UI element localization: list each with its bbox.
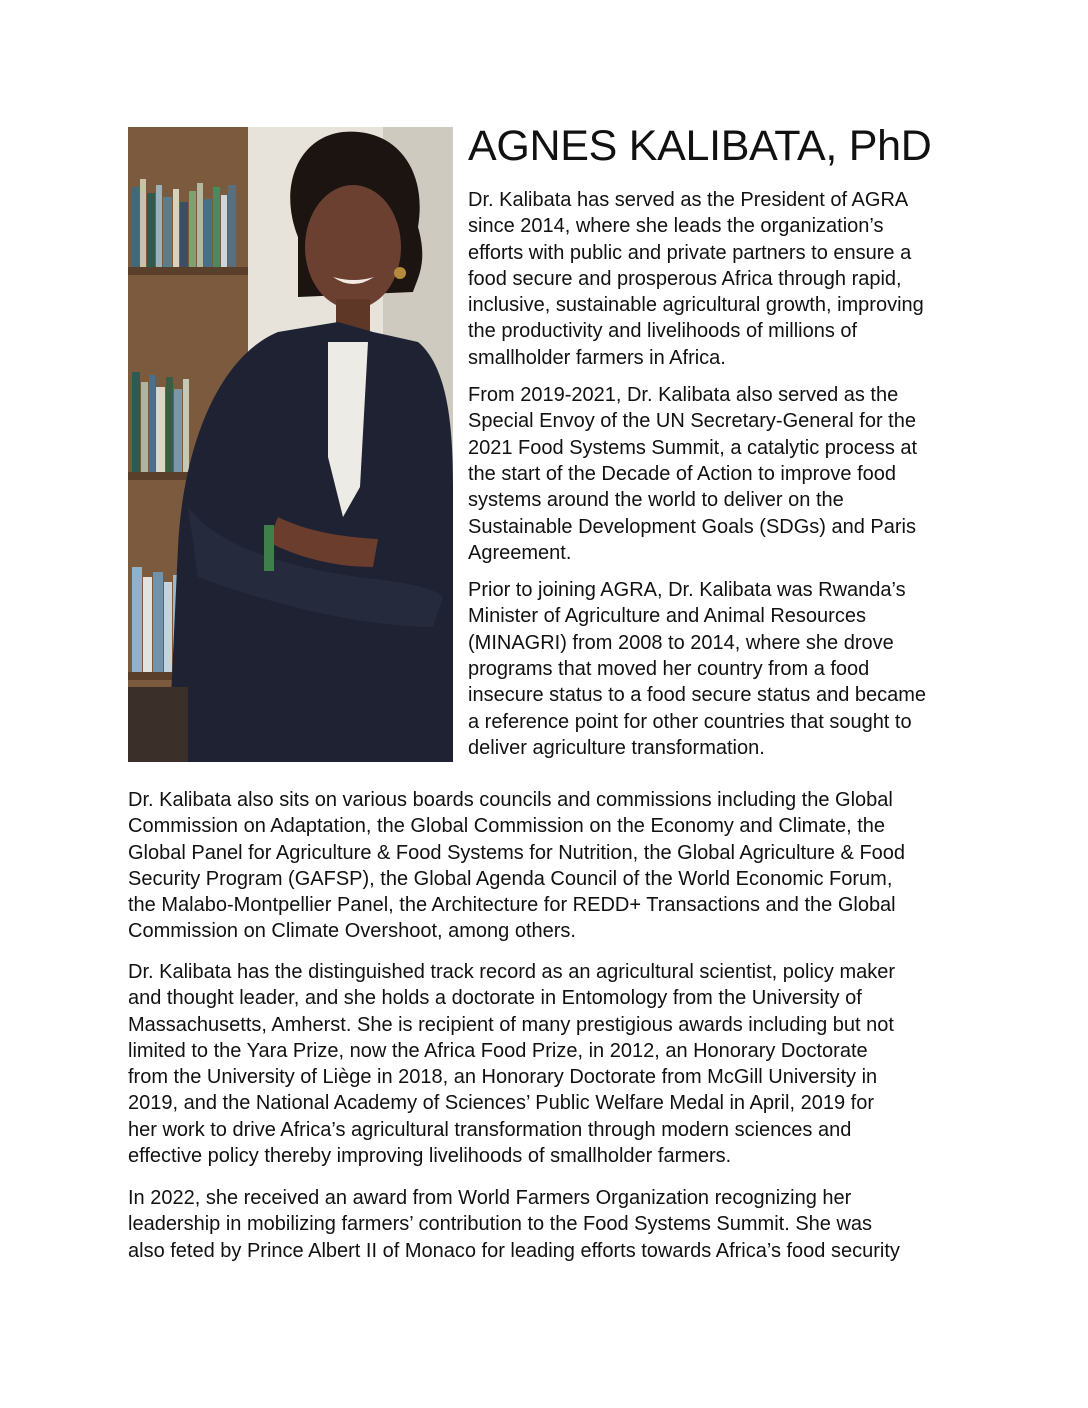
text-line: inclusive, sustainable agricultural growth, improving (468, 294, 924, 317)
text-line: the start of the Decade of Action to improve food (468, 462, 897, 485)
text-line: deliver agriculture transformation. (468, 736, 765, 759)
text-line: Dr. Kalibata has the distinguished track record as an agricultural scientist, policy maker (128, 961, 896, 983)
text-line: Special Envoy of the UN Secretary-General for the (468, 410, 916, 433)
text-line: Agreement. (468, 541, 572, 564)
text-line: also feted by Prince Albert II of Monaco for leading efforts towards Africa’s food security (128, 1239, 900, 1262)
text-line: from the University of Liège in 2018, an Honorary Doctorate from McGill University in (128, 1066, 878, 1089)
paragraph-track-record (128, 959, 973, 1169)
text-line: Dr. Kalibata has served as the President of AGRA (468, 189, 909, 211)
portrait-photo (128, 127, 453, 762)
text-line: Minister of Agriculture and Animal Resources (468, 605, 866, 628)
text-line: Commission on Adaptation, the Global Commission on the Economy and Climate, the (128, 815, 886, 838)
text-line: since 2014, where she leads the organization’s (468, 215, 884, 238)
paragraph-awards-2022 (128, 1185, 973, 1264)
text-line: From 2019-2021, Dr. Kalibata also served as the (468, 384, 899, 407)
text-line: food secure and prosperous Africa through rapid, (468, 267, 902, 290)
text-line: 2019, and the National Academy of Sciences’ Public Welfare Medal in April, 2019 for (128, 1092, 874, 1115)
text-line: her work to drive Africa’s agricultural transformation through modern sciences and (128, 1118, 852, 1141)
text-line: programs that moved her country from a food (468, 658, 870, 681)
paragraph-minister (468, 577, 968, 761)
text-line: systems around the world to deliver on the (468, 489, 844, 512)
paragraph-special-envoy (468, 382, 968, 566)
text-line: effective policy thereby improving livelihoods of smallholder farmers. (128, 1145, 732, 1168)
text-line: Security Program (GAFSP), the Global Agenda Council of the World Economic Forum, (128, 867, 893, 890)
text-line: the productivity and livelihoods of millions of (468, 320, 858, 343)
text-line: In 2022, she received an award from World Farmers Organization recognizing her (128, 1187, 852, 1209)
text-line: Massachusetts, Amherst. She is recipient of many prestigious awards including but not (128, 1013, 894, 1036)
paragraph-presidency (468, 187, 968, 371)
text-line: and thought leader, and she holds a doctorate in Entomology from the University of (128, 987, 862, 1010)
text-line: Dr. Kalibata also sits on various boards councils and commissions including the Global (128, 789, 893, 811)
text-line: Global Panel for Agriculture & Food Systems for Nutrition, the Global Agriculture & Food (128, 841, 906, 864)
text-line: Commission on Climate Overshoot, among others. (128, 920, 576, 943)
text-line: the Malabo-Montpellier Panel, the Architecture for REDD+ Transactions and the Global (128, 894, 896, 917)
text-line: a reference point for other countries that sought to (468, 710, 912, 733)
text-line: insecure status to a food secure status and became (468, 684, 927, 707)
text-line: Sustainable Development Goals (SDGs) and Paris (468, 515, 916, 538)
intro-text-column (468, 187, 968, 761)
text-line: leadership in mobilizing farmers’ contribution to the Food Systems Summit. She was (128, 1213, 873, 1236)
text-line: (MINAGRI) from 2008 to 2014, where she drove (468, 631, 894, 654)
paragraph-boards (128, 787, 973, 945)
text-line: 2021 Food Systems Summit, a catalytic process at (468, 436, 918, 459)
text-line: Prior to joining AGRA, Dr. Kalibata was Rwanda’s (468, 579, 906, 602)
text-line: smallholder farmers in Africa. (468, 346, 726, 369)
text-line: efforts with public and private partners to ensure a (468, 241, 912, 264)
text-line: limited to the Yara Prize, now the Africa Food Prize, in 2012, an Honorary Doctorate (128, 1039, 868, 1062)
page-title: AGNES KALIBATA, PhD (468, 122, 932, 170)
